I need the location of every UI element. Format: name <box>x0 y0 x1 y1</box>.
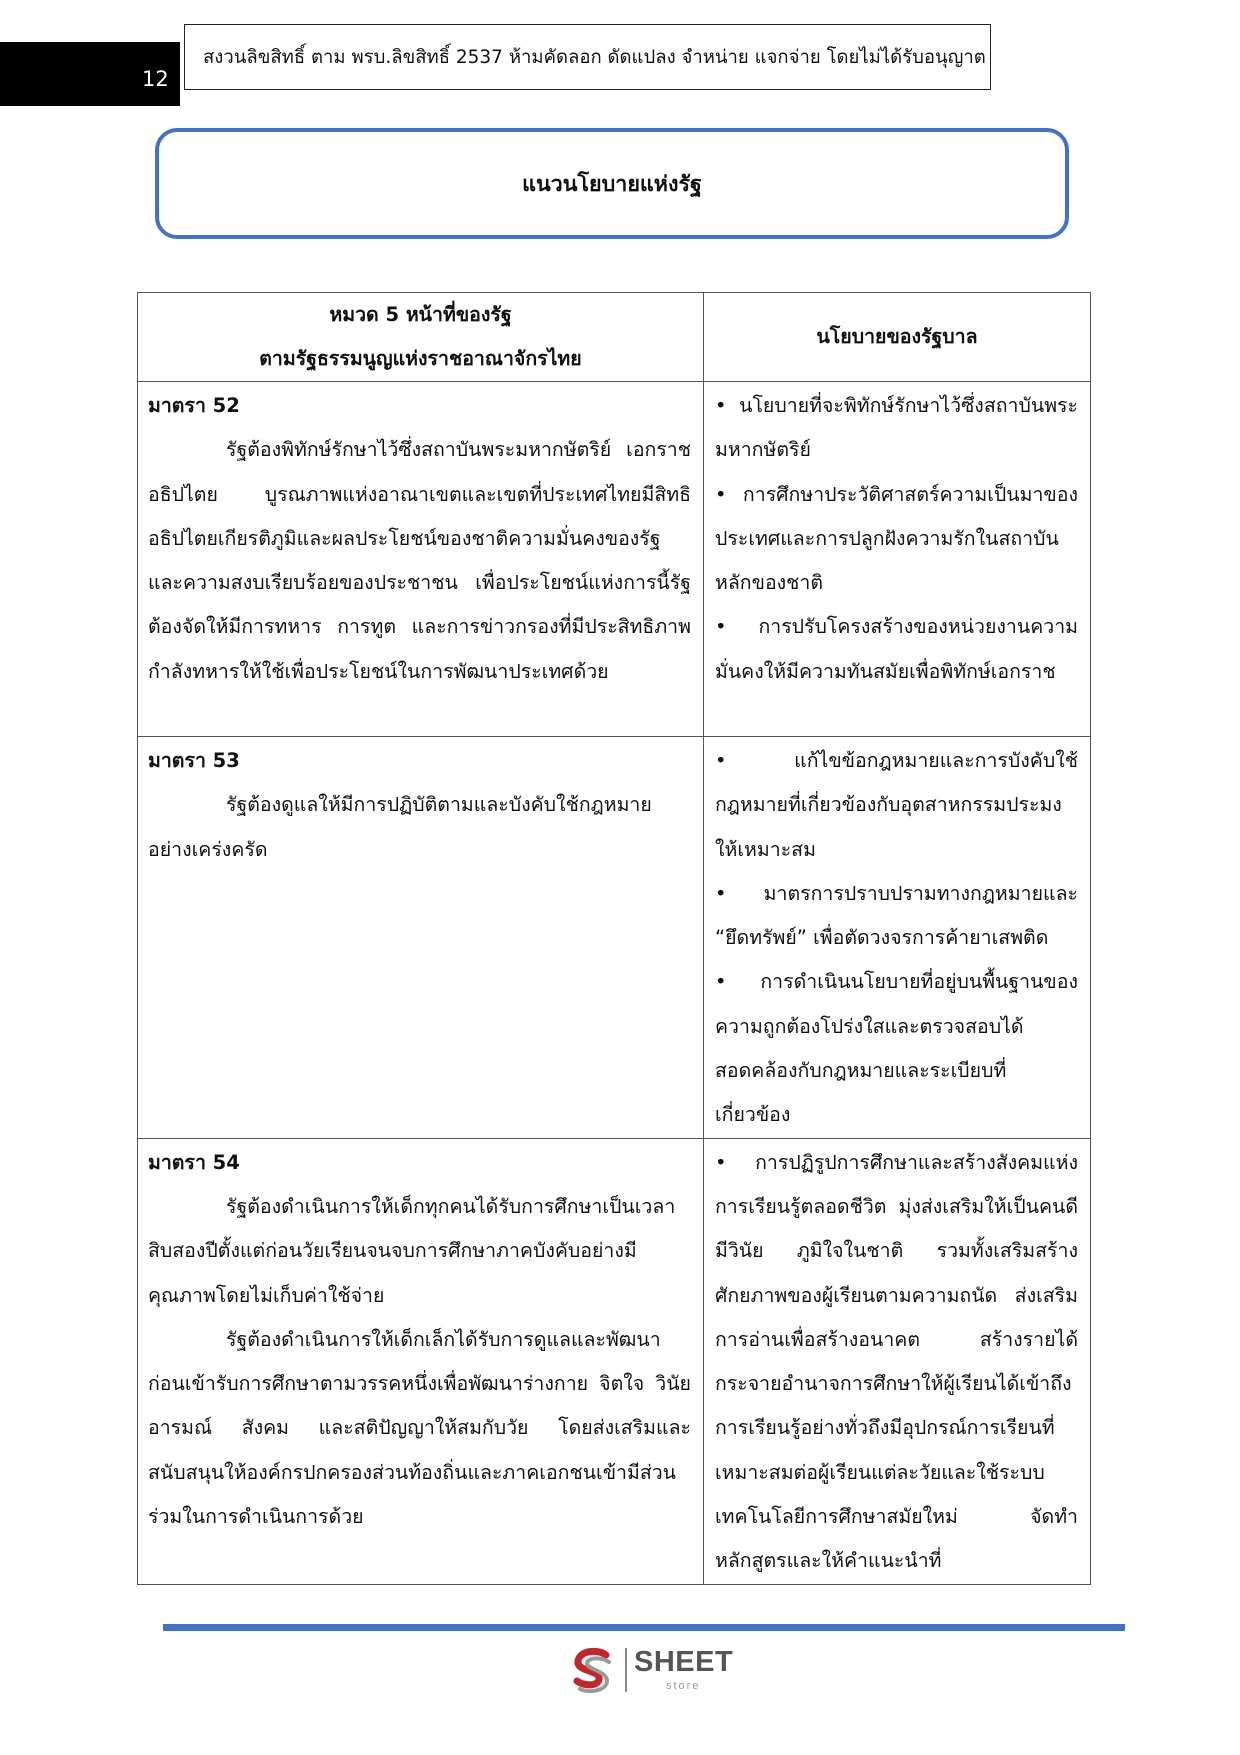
table-header-row <box>138 293 1091 382</box>
logo-text: SHEET <box>634 1646 734 1678</box>
policy-cell <box>704 1138 1091 1584</box>
sheet-store-logo <box>568 1642 768 1698</box>
table-row <box>138 737 1091 1139</box>
section-cell <box>138 737 704 1139</box>
section-paragraph: รัฐต้องดำเนินการให้เด็กเล็กได้รับการดูแลและพัฒนาก่อนเข้ารับการศึกษาตามวรรคหนึ่งเพื่อพัฒนาร่างกาย จิตใจ วินัย อารมณ์ สังคม และสติปัญญาให้สมกับวัย โดยส่งเสริมและสนับสนุนให้องค์กรปกครองส่วนท้องถิ่นและภาคเอกชนเข้ามีส่วนร่วมในการดำเนินการด้วย <box>148 1327 691 1529</box>
policy-item: • มาตรการปราบปรามทางกฎหมายและ “ยึดทรัพย์” เพื่อตัดวงจรการค้ายาเสพติด <box>715 881 1078 950</box>
logo-subtext: store <box>666 1680 701 1692</box>
section-title: มาตรา 53 <box>148 749 240 772</box>
logo-separator <box>625 1648 627 1692</box>
sheet-logo-icon <box>568 1646 618 1696</box>
title-box <box>155 128 1069 239</box>
column-header-policy: นโยบายของรัฐบาล <box>704 293 1091 382</box>
page-title: แนวนโยบายแห่งรัฐ <box>522 171 702 197</box>
policy-item: • นโยบายที่จะพิทักษ์รักษาไว้ซึ่งสถาบันพระมหากษัตริย์ <box>715 394 1078 462</box>
policy-item: • การดำเนินนโยบายที่อยู่บนพื้นฐานของความถูกต้องโปร่งใสและตรวจสอบได้สอดคล้องกับกฎหมายและระเบียบที่เกี่ยวข้อง <box>715 970 1078 1127</box>
policy-cell <box>704 382 1091 737</box>
column-header-line-1: หมวด 5 หน้าที่ของรัฐ <box>329 303 512 326</box>
section-paragraph: รัฐต้องดูแลให้มีการปฏิบัติตามและบังคับใช้กฎหมายอย่างเคร่งครัด <box>148 793 652 861</box>
policy-item: • แก้ไขข้อกฎหมายและการบังคับใช้กฎหมายที่เกี่ยวข้องกับอุตสาหกรรมประมงให้เหมาะสม <box>715 749 1078 861</box>
section-cell <box>138 382 704 737</box>
section-paragraph: รัฐต้องพิทักษ์รักษาไว้ซึ่งสถาบันพระมหากษัตริย์ เอกราช อธิปไตย บูรณภาพแห่งอาณาเขตและเขตที่ประเทศไทยมีสิทธิอธิปไตยเกียรติภูมิและผลประโยชน์ของชาติความมั่นคงของรัฐ และความสงบเรียบร้อยของประชาชน เพื่อประโยชน์แห่งการนี้รัฐต้องจัดให้มีการทหาร การทูต และการข่าวกรองที่มีประสิทธิภาพกำลังทหารให้ใช้เพื่อประโยชน์ในการพัฒนาประเทศด้วย <box>148 438 691 683</box>
section-paragraph: รัฐต้องดำเนินการให้เด็กทุกคนได้รับการศึกษาเป็นเวลาสิบสองปีตั้งแต่ก่อนวัยเรียนจนจบการศึกษาภาคบังคับอย่างมีคุณภาพโดยไม่เก็บค่าใช้จ่าย <box>148 1194 676 1307</box>
section-title: มาตรา 52 <box>148 394 240 417</box>
page-number-box <box>0 42 180 106</box>
column-header-constitution <box>138 293 704 382</box>
policy-item: • การปฏิรูปการศึกษาและสร้างสังคมแห่งการเรียนรู้ตลอดชีวิต มุ่งส่งเสริมให้เป็นคนดี มีวินัย ภูมิใจในชาติ รวมทั้งเสริมสร้างศักยภาพของผู้เรียนตามความถนัด ส่งเสริมการอ่านเพื่อสร้างอนาคต สร้างรายได้ กระจายอำนาจการศึกษาให้ผู้เรียนได้เข้าถึงการเรียนรู้อย่างทั่วถึงมีอุปกรณ์การเรียนที่เหมาะสมต่อผู้เรียนแต่ละวัยและใช้ระบบเทคโนโลยีการศึกษาสมัยใหม่ จัดทำหลักสูตรและให้คำแนะนำที่ <box>715 1150 1078 1573</box>
section-cell <box>138 1138 704 1584</box>
section-title: มาตรา 54 <box>148 1150 240 1174</box>
policy-item: • การศึกษาประวัติศาสตร์ความเป็นมาของประเทศและการปลูกฝังความรักในสถาบันหลักของชาติ <box>715 482 1078 595</box>
table-row <box>138 1138 1091 1584</box>
footer-divider <box>163 1624 1125 1631</box>
copyright-notice: สงวนลิขสิทธิ์ ตาม พรบ.ลิขสิทธิ์ 2537 ห้ามคัดลอก ดัดแปลง จำหน่าย แจกจ่าย โดยไม่ได้รับอนุญาต <box>184 24 991 90</box>
page-number: 12 <box>142 67 169 91</box>
table-row <box>138 382 1091 737</box>
policy-item: • การปรับโครงสร้างของหน่วยงานความมั่นคงให้มีความทันสมัยเพื่อพิทักษ์เอกราช <box>715 615 1078 683</box>
column-header-line-2: ตามรัฐธรรมนูญแห่งราชอาณาจักรไทย <box>259 347 582 370</box>
policy-cell <box>704 737 1091 1139</box>
policy-table <box>137 292 1091 1585</box>
